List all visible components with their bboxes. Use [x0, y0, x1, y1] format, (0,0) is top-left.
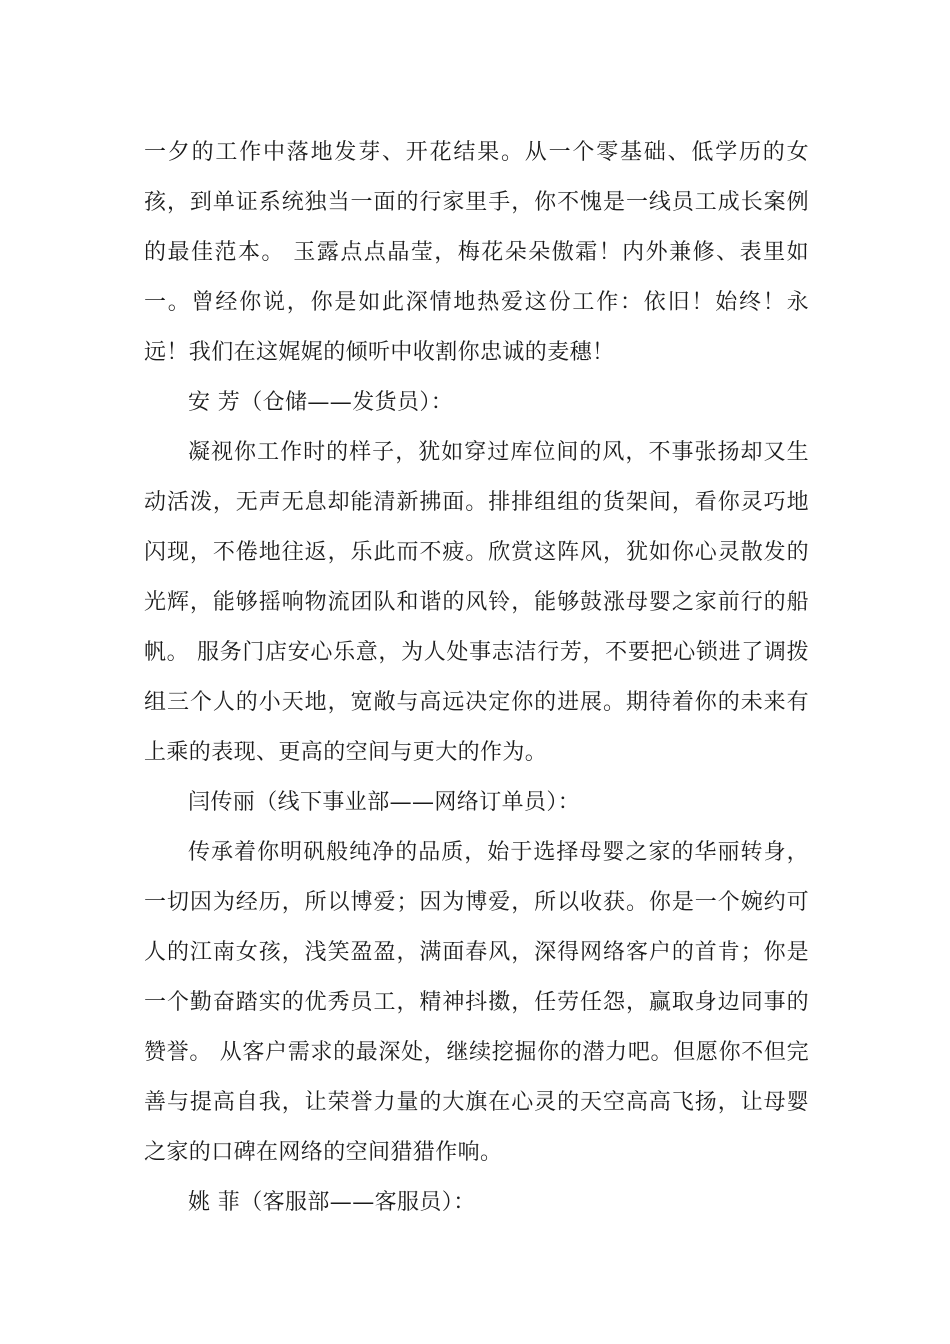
section-heading-an-fang: 安 芳（仓储——发货员）： — [188, 390, 454, 415]
document-body — [144, 128, 809, 1228]
section-heading-yan-chuanli: 闫传丽（线下事业部——网络订单员）： — [188, 790, 581, 815]
paragraph-an-fang: 凝视你工作时的样子，犹如穿过库位间的风，不事张扬却又生动活泼，无声无息却能清新拂面。排排组组的货架间，看你灵巧地闪现，不倦地往返，乐此而不疲。欣赏这阵风，犹如你心灵散发的光辉，能够摇响物流团队和谐的风铃，能够鼓涨母婴之家前行的船帆。 服务门店安心乐意，为人处事志洁行芳，不要把心锁进了调拨组三个人的小天地，宽敞与高远决定你的进展。期待着你的未来有上乘的表现、更高的空间与更大的作为。 — [144, 440, 809, 765]
section-heading-yao-fei: 姚 菲（客服部——客服员）： — [188, 1190, 476, 1215]
paragraph-continuation: 一夕的工作中落地发芽、开花结果。从一个零基础、低学历的女孩，到单证系统独当一面的行家里手，你不愧是一线员工成长案例的最佳范本。 玉露点点晶莹，梅花朵朵傲霜！内外兼修、表里如一。曾经你说，你是如此深情地热爱这份工作：依旧！始终！永远！我们在这娓娓的倾听中收割你忠诚的麦穗！ — [144, 140, 809, 365]
paragraph-yan-chuanli: 传承着你明矾般纯净的品质，始于选择母婴之家的华丽转身，一切因为经历，所以博爱；因为博爱，所以收获。你是一个婉约可人的江南女孩，浅笑盈盈，满面春风，深得网络客户的首肯；你是一个勤奋踏实的优秀员工，精神抖擞，任劳任怨，赢取身边同事的赞誉。 从客户需求的最深处，继续挖掘你的潜力吧。但愿你不但完善与提高自我，让荣誉力量的大旗在心灵的天空高高飞扬，让母婴之家的口碑在网络的空间猎猎作响。 — [144, 840, 809, 1165]
